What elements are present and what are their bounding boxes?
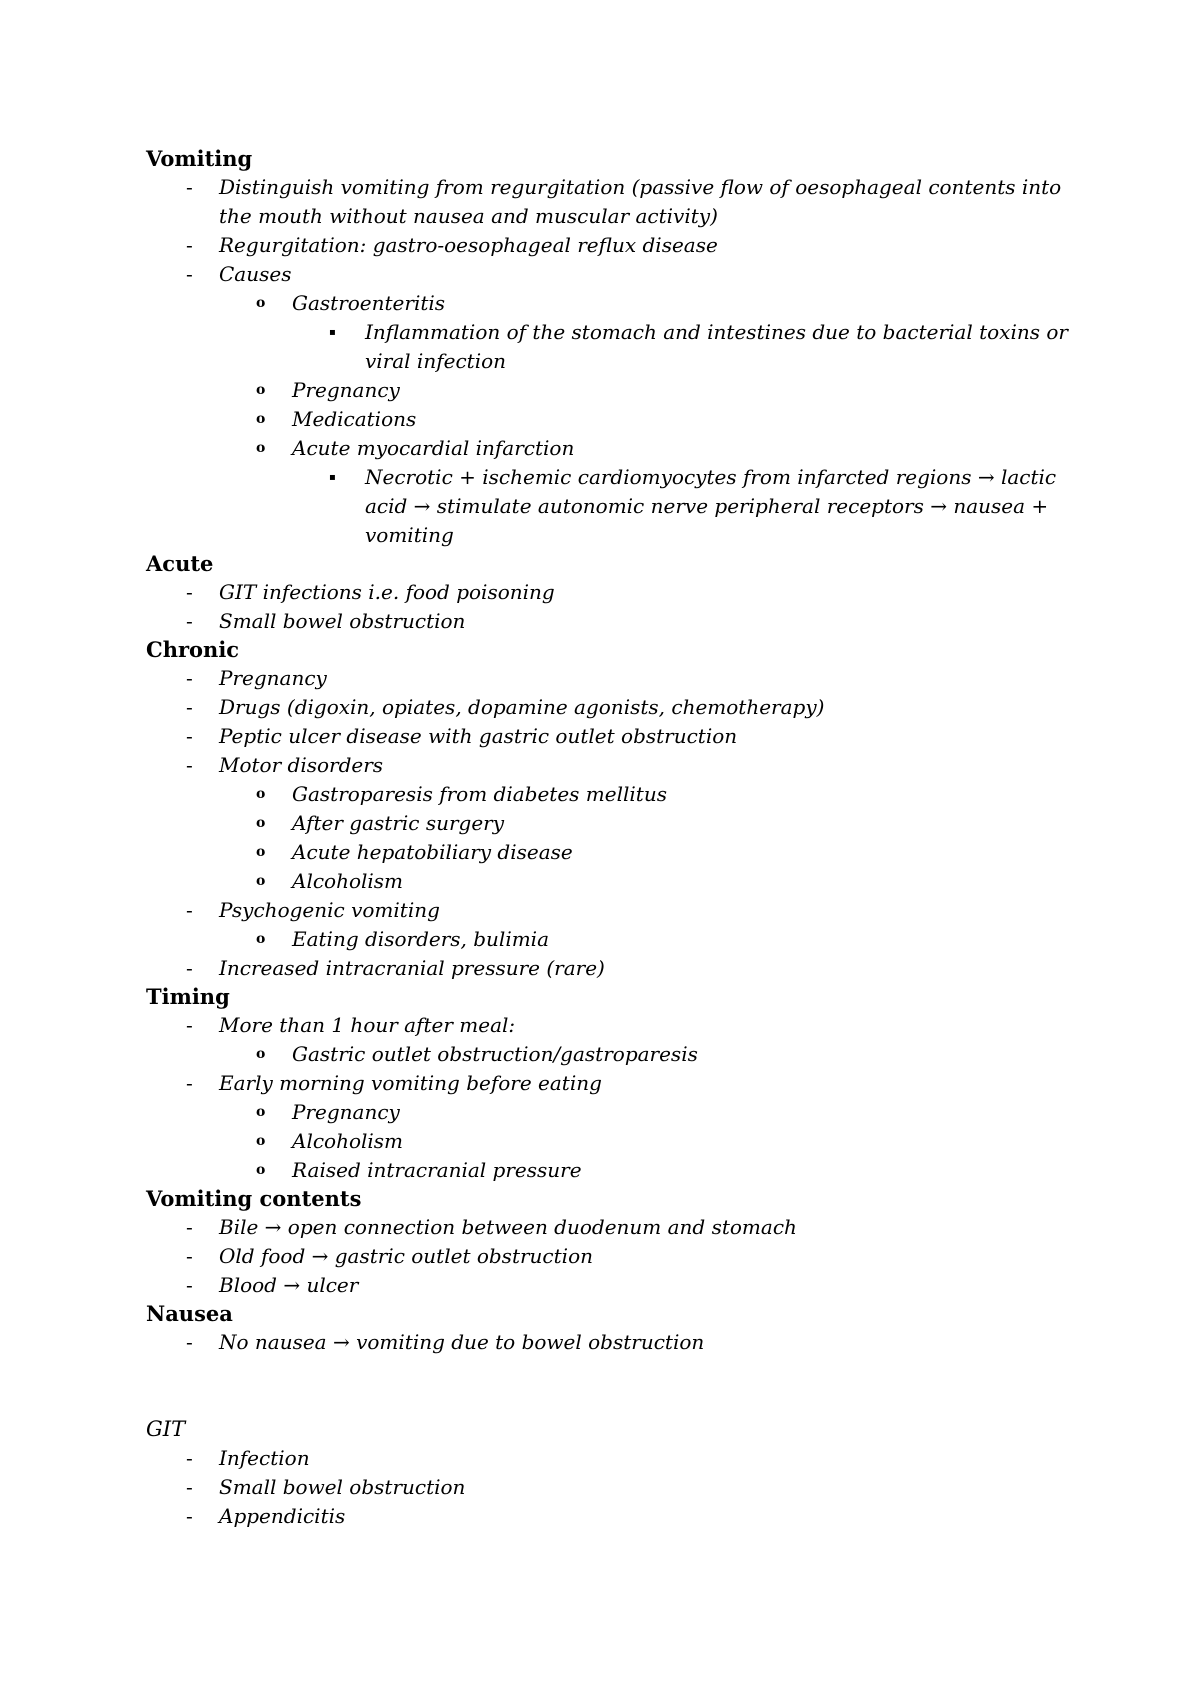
list-item-text: Appendicitis	[219, 1504, 346, 1528]
dash-bullet: -	[186, 753, 193, 777]
list-item	[146, 954, 1076, 983]
sub-sub-list-item-text: Inflammation of the stomach and intestines due to bacterial toxins or	[365, 320, 1068, 344]
dash-bullet: -	[186, 580, 193, 604]
dash-bullet: -	[186, 898, 193, 922]
dash-bullet: -	[186, 695, 193, 719]
sub-sub-list-item-text: vomiting	[365, 523, 454, 547]
circle-bullet: o	[256, 1133, 266, 1149]
sub-sub-list-item	[146, 318, 1076, 347]
list-item-text: More than 1 hour after meal:	[219, 1013, 516, 1037]
sub-list-item	[146, 925, 1076, 954]
sub-sub-list-item-continuation	[146, 347, 1076, 376]
list-item-text: Pregnancy	[219, 666, 327, 690]
circle-bullet: o	[256, 295, 266, 311]
dash-bullet: -	[186, 1446, 193, 1470]
list-item-text: Infection	[219, 1446, 310, 1470]
dash-bullet: -	[186, 1013, 193, 1037]
list-item	[146, 896, 1076, 925]
list-item-text: GIT infections i.e. food poisoning	[219, 580, 555, 604]
list-item	[146, 1271, 1076, 1300]
dash-bullet: -	[186, 1504, 193, 1528]
sub-list-item	[146, 289, 1076, 318]
section-heading-vomiting: Vomiting	[146, 146, 253, 171]
sub-list-item	[146, 1127, 1076, 1156]
square-bullet: ▪	[329, 327, 336, 338]
dash-bullet: -	[186, 1273, 193, 1297]
list-item	[146, 664, 1076, 693]
list-item	[146, 231, 1076, 260]
list-item-text: Early morning vomiting before eating	[219, 1071, 602, 1095]
list-item-text: Motor disorders	[219, 753, 384, 777]
dash-bullet: -	[186, 175, 193, 199]
section-heading-git: GIT	[146, 1417, 186, 1441]
circle-bullet: o	[256, 873, 266, 889]
list-item	[146, 1069, 1076, 1098]
sub-list-item	[146, 1098, 1076, 1127]
list-item-text: Causes	[219, 262, 292, 286]
list-item-text: Small bowel obstruction	[219, 609, 466, 633]
sub-list-item-text: Acute hepatobiliary disease	[292, 840, 573, 864]
circle-bullet: o	[256, 931, 266, 947]
list-item-text: Increased intracranial pressure (rare)	[219, 956, 605, 980]
sub-sub-list-item	[146, 463, 1076, 492]
sub-list-item-text: Gastroenteritis	[292, 291, 446, 315]
list-item-text: Bile → open connection between duodenum and stomach	[219, 1215, 797, 1239]
sub-list-item-text: Gastric outlet obstruction/gastroparesis	[292, 1042, 698, 1066]
list-item-text: Old food → gastric outlet obstruction	[219, 1244, 593, 1268]
dash-bullet: -	[186, 1475, 193, 1499]
section-heading-vomiting-contents: Vomiting contents	[146, 1186, 362, 1211]
sub-list-item	[146, 780, 1076, 809]
sub-list-item	[146, 838, 1076, 867]
list-item-text: Peptic ulcer disease with gastric outlet obstruction	[219, 724, 738, 748]
circle-bullet: o	[256, 411, 266, 427]
section-heading-chronic: Chronic	[146, 637, 240, 662]
sub-list-item-text: Alcoholism	[292, 869, 404, 893]
sub-list-item	[146, 867, 1076, 896]
dash-bullet: -	[186, 609, 193, 633]
dash-bullet: -	[186, 233, 193, 257]
list-item	[146, 1444, 1076, 1473]
dash-bullet: -	[186, 1330, 193, 1354]
list-item	[146, 1328, 1076, 1357]
dash-bullet: -	[186, 956, 193, 980]
square-bullet: ▪	[329, 472, 336, 483]
list-item	[146, 722, 1076, 751]
list-item-text: No nausea → vomiting due to bowel obstruction	[219, 1330, 705, 1354]
circle-bullet: o	[256, 1104, 266, 1120]
sub-list-item-text: After gastric surgery	[292, 811, 505, 835]
list-item-text: Small bowel obstruction	[219, 1475, 466, 1499]
circle-bullet: o	[256, 1046, 266, 1062]
list-item	[146, 173, 1076, 202]
dash-bullet: -	[186, 724, 193, 748]
dash-bullet: -	[186, 1244, 193, 1268]
section-heading-timing: Timing	[146, 984, 230, 1009]
sub-list-item-text: Gastroparesis from diabetes mellitus	[292, 782, 667, 806]
list-item-text: the mouth without nausea and muscular activity)	[219, 204, 718, 228]
document-page	[146, 145, 1076, 1531]
circle-bullet: o	[256, 844, 266, 860]
sub-sub-list-item-text: acid → stimulate autonomic nerve peripheral receptors → nausea +	[365, 494, 1049, 518]
sub-sub-list-item-text: viral infection	[365, 349, 507, 373]
list-item	[146, 607, 1076, 636]
sub-list-item-text: Pregnancy	[292, 378, 400, 402]
list-item	[146, 1011, 1076, 1040]
list-item	[146, 260, 1076, 289]
dash-bullet: -	[186, 1071, 193, 1095]
list-item	[146, 1242, 1076, 1271]
sub-list-item-text: Raised intracranial pressure	[292, 1158, 582, 1182]
blank-space	[146, 1357, 1076, 1415]
sub-list-item	[146, 434, 1076, 463]
list-item	[146, 578, 1076, 607]
sub-list-item-text: Alcoholism	[292, 1129, 404, 1153]
sub-list-item-text: Pregnancy	[292, 1100, 400, 1124]
sub-list-item-text: Acute myocardial infarction	[292, 436, 575, 460]
section-heading-acute: Acute	[146, 551, 214, 576]
list-item-text: Blood → ulcer	[219, 1273, 359, 1297]
list-item	[146, 693, 1076, 722]
circle-bullet: o	[256, 382, 266, 398]
circle-bullet: o	[256, 815, 266, 831]
sub-list-item	[146, 1040, 1076, 1069]
sub-list-item	[146, 376, 1076, 405]
sub-list-item-text: Eating disorders, bulimia	[292, 927, 550, 951]
sub-list-item	[146, 405, 1076, 434]
list-item-continuation	[146, 202, 1076, 231]
dash-bullet: -	[186, 262, 193, 286]
sub-sub-list-item-continuation	[146, 521, 1076, 550]
list-item-text: Distinguish vomiting from regurgitation (passive flow of oesophageal contents into	[219, 175, 1062, 199]
dash-bullet: -	[186, 1215, 193, 1239]
list-item-text: Psychogenic vomiting	[219, 898, 440, 922]
sub-sub-list-item-continuation	[146, 492, 1076, 521]
sub-list-item	[146, 809, 1076, 838]
circle-bullet: o	[256, 1162, 266, 1178]
section-heading-nausea: Nausea	[146, 1301, 233, 1326]
list-item	[146, 1502, 1076, 1531]
circle-bullet: o	[256, 440, 266, 456]
sub-list-item	[146, 1156, 1076, 1185]
circle-bullet: o	[256, 786, 266, 802]
list-item-text: Regurgitation: gastro-oesophageal reflux disease	[219, 233, 718, 257]
dash-bullet: -	[186, 666, 193, 690]
list-item	[146, 1213, 1076, 1242]
list-item	[146, 1473, 1076, 1502]
sub-list-item-text: Medications	[292, 407, 417, 431]
list-item	[146, 751, 1076, 780]
sub-sub-list-item-text: Necrotic + ischemic cardiomyocytes from infarcted regions → lactic	[365, 465, 1057, 489]
list-item-text: Drugs (digoxin, opiates, dopamine agonists, chemotherapy)	[219, 695, 825, 719]
